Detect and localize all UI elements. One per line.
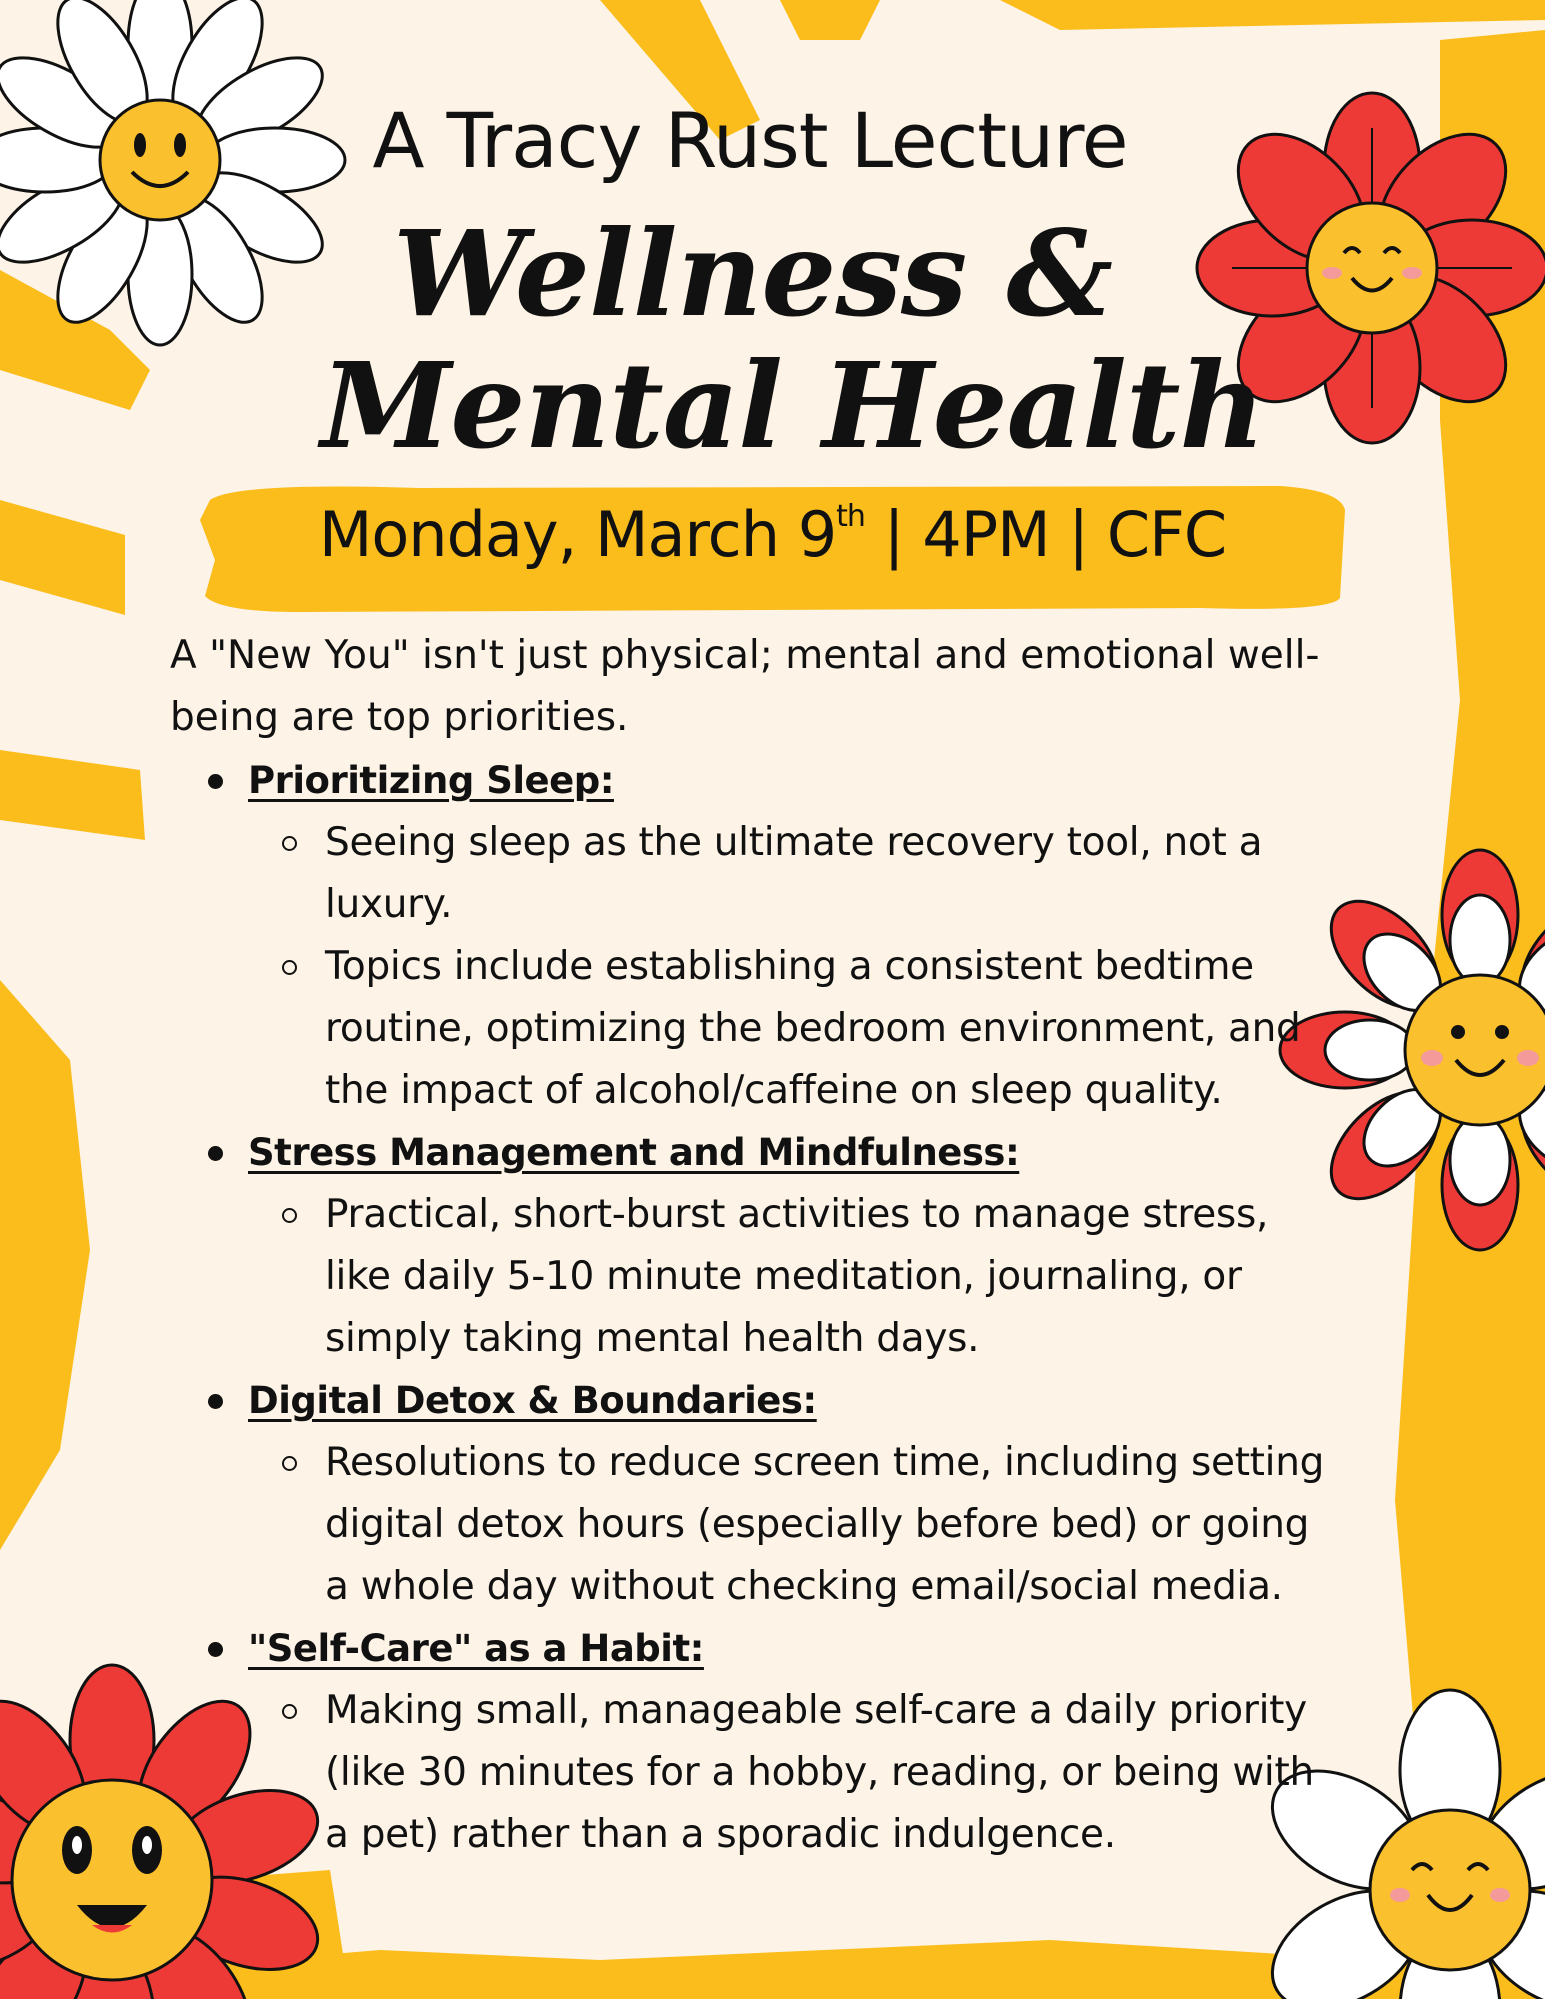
topic-heading: "Self-Care" as a Habit: (170, 1618, 1340, 1680)
lecture-kicker: A Tracy Rust Lecture (372, 96, 1128, 185)
event-date: Monday, March 9 (318, 498, 837, 571)
event-details-banner (200, 498, 1345, 571)
topic-item (170, 750, 1340, 1122)
poster-title-line-2: Mental Health (320, 336, 1265, 475)
intro-paragraph: A "New You" isn't just physical; mental and emotional well-being are top priorities. (170, 633, 1320, 740)
event-time-place: | 4PM | CFC (864, 498, 1227, 571)
topic-point: Resolutions to reduce screen time, including setting digital detox hours (especially before bed) or going a whole day without checking email/social media. (170, 1432, 1325, 1618)
topic-item (170, 1618, 1340, 1866)
topic-point: Making small, manageable self-care a daily priority (like 30 minutes for a hobby, reading, or being with a pet) rather than a sporadic indulgence. (170, 1680, 1325, 1866)
topic-heading: Prioritizing Sleep: (170, 750, 1340, 812)
topics-list (170, 750, 1340, 1866)
topic-point: Practical, short-burst activities to manage stress, like daily 5-10 minute meditation, journaling, or simply taking mental health days. (170, 1184, 1325, 1370)
event-date-suffix: th (836, 499, 865, 534)
topic-heading: Digital Detox & Boundaries: (170, 1370, 1340, 1432)
topic-heading: Stress Management and Mindfulness: (170, 1122, 1340, 1184)
topic-item (170, 1122, 1340, 1370)
topic-point: Seeing sleep as the ultimate recovery tool, not a luxury. (170, 812, 1325, 936)
topic-point: Topics include establishing a consistent bedtime routine, optimizing the bedroom environment, and the impact of alcohol/caffeine on sleep quality. (170, 936, 1325, 1122)
poster-title-line-1: Wellness & (393, 204, 1112, 343)
topic-item (170, 1370, 1340, 1618)
